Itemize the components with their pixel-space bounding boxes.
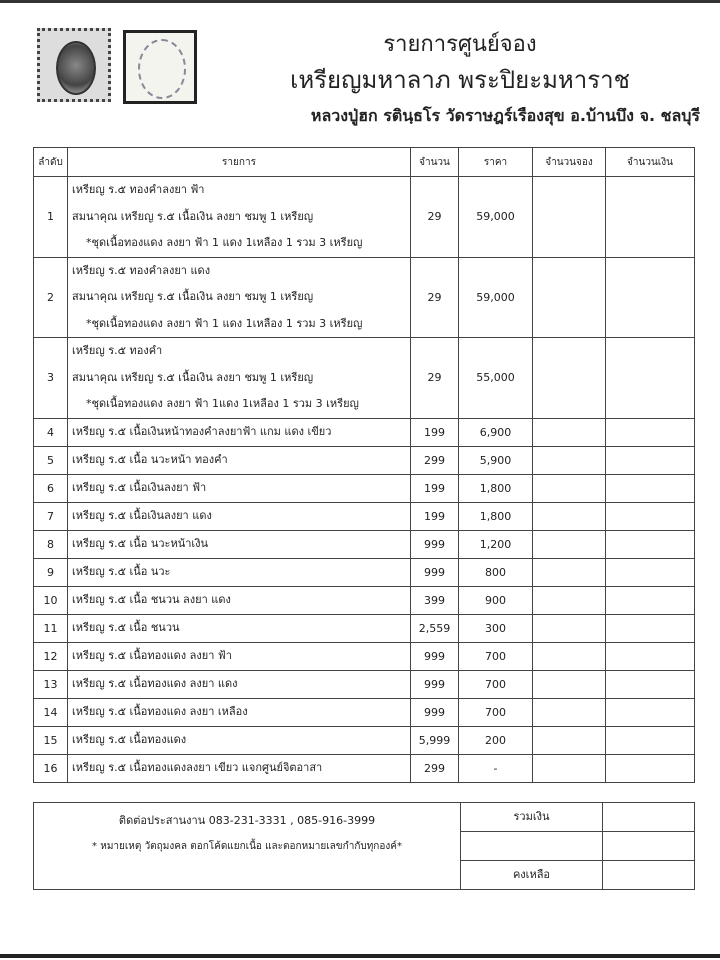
row-price: 1,800 [459,502,533,530]
item-line: เหรียญ ร.๕ ทองคำลงยา แดง [72,263,211,277]
row-item [68,418,411,446]
issuer-line: หลวงปู่ฮก รตินฺธโร วัดราษฎร์เรืองสุข อ.บ้านบึง จ. ชลบุรี [310,106,700,125]
table-row [34,586,695,614]
row-qty: 29 [411,338,459,419]
row-reserved [533,474,606,502]
row-amount [606,754,695,782]
row-number: 7 [34,502,68,530]
row-number: 15 [34,726,68,754]
row-qty: 199 [411,502,459,530]
row-reserved [533,338,606,419]
row-price: 300 [459,614,533,642]
item-line: เหรียญ ร.๕ เนื้อเงินลงยา ฟ้า [72,480,207,494]
item-line: เหรียญ ร.๕ เนื้อทองแดง ลงยา เหลือง [72,704,248,718]
table-footer [33,802,695,890]
row-number: 9 [34,558,68,586]
row-amount [606,614,695,642]
row-qty: 999 [411,670,459,698]
row-amount [606,418,695,446]
row-price: 700 [459,670,533,698]
row-amount [606,670,695,698]
row-number: 6 [34,474,68,502]
row-number: 10 [34,586,68,614]
row-item [68,754,411,782]
row-qty: 5,999 [411,726,459,754]
bottom-border [0,954,720,958]
item-line: *ชุดเนื้อทองแดง ลงยา ฟ้า 1แดง 1เหลือง 1 รวม 3 เหรียญ [86,397,359,410]
row-item [68,446,411,474]
row-qty: 299 [411,446,459,474]
portrait-icon [56,41,96,95]
item-line: เหรียญ ร.๕ เนื้อเงินลงยา แดง [72,508,212,522]
row-qty: 999 [411,530,459,558]
row-price: 1,200 [459,530,533,558]
row-number: 2 [34,257,68,338]
table-row [34,257,695,338]
total-label: รวมเงิน [461,803,603,831]
row-qty: 399 [411,586,459,614]
row-reserved [533,558,606,586]
row-reserved [533,502,606,530]
col-header-no: ลำดับ [34,148,68,177]
row-price: 1,800 [459,474,533,502]
row-number: 11 [34,614,68,642]
item-line: เหรียญ ร.๕ เนื้อทองแดง ลงยา ฟ้า [72,648,232,662]
row-qty: 999 [411,558,459,586]
col-header-qty: จำนวน [411,148,459,177]
table-row [34,474,695,502]
item-line: เหรียญ ร.๕ เนื้อ ชนวน ลงยา แดง [72,592,231,606]
row-price: 900 [459,586,533,614]
row-item [68,642,411,670]
row-item [68,474,411,502]
row-qty: 199 [411,418,459,446]
item-line: เหรียญ ร.๕ ทองคำ [72,344,163,357]
item-line: เหรียญ ร.๕ เนื้อทองแดงลงยา เขียว แจกศูนย์จิตอาสา [72,760,323,774]
table-row [34,446,695,474]
row-price: 59,000 [459,177,533,258]
table-row [34,698,695,726]
table-row [34,177,695,258]
row-item [68,614,411,642]
table-row [34,502,695,530]
row-qty: 29 [411,257,459,338]
row-item [68,698,411,726]
row-item [68,177,411,258]
document-subtitle: เหรียญมหาลาภ พระปิยะมหาราช [290,66,630,94]
row-price: - [459,754,533,782]
item-line: สมนาคุณ เหรียญ ร.๕ เนื้อเงิน ลงยา ชมพู 1 เหรียญ [72,370,314,384]
row-reserved [533,642,606,670]
contact-info: ติดต่อประสานงาน 083-231-3331 , 085-916-3999 [118,814,376,827]
item-line: เหรียญ ร.๕ เนื้อทองแดง [72,732,187,746]
row-reserved [533,670,606,698]
blank-label [461,832,603,860]
row-price: 55,000 [459,338,533,419]
item-line: สมนาคุณ เหรียญ ร.๕ เนื้อเงิน ลงยา ชมพู 1 เหรียญ [72,290,314,303]
item-line: เหรียญ ร.๕ เนื้อ นวะหน้าเงิน [72,536,209,550]
total-row [460,803,695,832]
item-line: เหรียญ ร.๕ เนื้อ นวะ [72,564,171,578]
row-reserved [533,754,606,782]
top-border [0,0,720,3]
col-header-amount: จำนวนเงิน [606,148,695,177]
reservation-table [33,147,695,783]
row-item [68,530,411,558]
item-line: เหรียญ ร.๕ ทองคำลงยา ฟ้า [72,183,205,196]
row-price: 5,900 [459,446,533,474]
row-reserved [533,698,606,726]
row-item [68,257,411,338]
item-line: เหรียญ ร.๕ เนื้อเงินหน้าทองคำลงยาฟ้า แกม แดง เขียว [72,424,332,438]
row-reserved [533,446,606,474]
item-line: เหรียญ ร.๕ เนื้อ นวะหน้า ทองคำ [72,452,228,466]
table-row [34,670,695,698]
row-amount [606,586,695,614]
item-line: *ชุดเนื้อทองแดง ลงยา ฟ้า 1 แดง 1เหลือง 1 รวม 3 เหรียญ [86,236,363,249]
row-price: 700 [459,698,533,726]
row-price: 200 [459,726,533,754]
item-line: *ชุดเนื้อทองแดง ลงยา ฟ้า 1 แดง 1เหลือง 1 รวม 3 เหรียญ [86,316,363,330]
row-item [68,726,411,754]
row-price: 59,000 [459,257,533,338]
table-row [34,530,695,558]
table-header-row [34,148,695,177]
row-amount [606,474,695,502]
row-amount [606,446,695,474]
remaining-label: คงเหลือ [461,861,603,890]
row-amount [606,338,695,419]
row-number: 16 [34,754,68,782]
row-number: 12 [34,642,68,670]
table-row [34,338,695,419]
col-header-price: ราคา [459,148,533,177]
blank-row [460,832,695,861]
row-number: 4 [34,418,68,446]
row-price: 6,900 [459,418,533,446]
row-number: 14 [34,698,68,726]
row-number: 13 [34,670,68,698]
row-price: 700 [459,642,533,670]
row-reserved [533,257,606,338]
row-number: 1 [34,177,68,258]
row-amount [606,698,695,726]
table-row [34,558,695,586]
row-reserved [533,418,606,446]
row-amount [606,530,695,558]
row-reserved [533,177,606,258]
item-line: เหรียญ ร.๕ เนื้อทองแดง ลงยา แดง [72,676,238,690]
item-line: สมนาคุณ เหรียญ ร.๕ เนื้อเงิน ลงยา ชมพู 1 เหรียญ [72,209,314,223]
row-item [68,670,411,698]
row-qty: 199 [411,474,459,502]
table-row [34,726,695,754]
row-item [68,558,411,586]
table-row [34,754,695,782]
king-portrait-stamp-image [37,28,111,102]
row-amount [606,642,695,670]
item-line: เหรียญ ร.๕ เนื้อ ชนวน [72,620,180,634]
footer-note: * หมายเหตุ วัตถุมงคล ตอกโค้ดแยกเนื้อ และตอกหมายเลขกำกับทุกองค์* [92,841,402,852]
row-reserved [533,726,606,754]
table-row [34,418,695,446]
row-amount [606,726,695,754]
col-header-reserved: จำนวนจอง [533,148,606,177]
row-qty: 29 [411,177,459,258]
table-row [34,642,695,670]
row-item [68,502,411,530]
row-qty: 999 [411,698,459,726]
row-item [68,586,411,614]
document-title: รายการศูนย์จอง [383,32,537,57]
row-qty: 299 [411,754,459,782]
row-number: 8 [34,530,68,558]
row-amount [606,502,695,530]
row-number: 3 [34,338,68,419]
col-header-item: รายการ [68,148,411,177]
row-number: 5 [34,446,68,474]
row-qty: 999 [411,642,459,670]
row-amount [606,558,695,586]
row-amount [606,257,695,338]
table-row [34,614,695,642]
row-reserved [533,530,606,558]
row-reserved [533,614,606,642]
row-qty: 2,559 [411,614,459,642]
remaining-row [460,861,695,890]
row-reserved [533,586,606,614]
row-price: 800 [459,558,533,586]
wreath-emblem-image [123,30,197,104]
wreath-icon [138,39,186,99]
row-amount [606,177,695,258]
row-item [68,338,411,419]
